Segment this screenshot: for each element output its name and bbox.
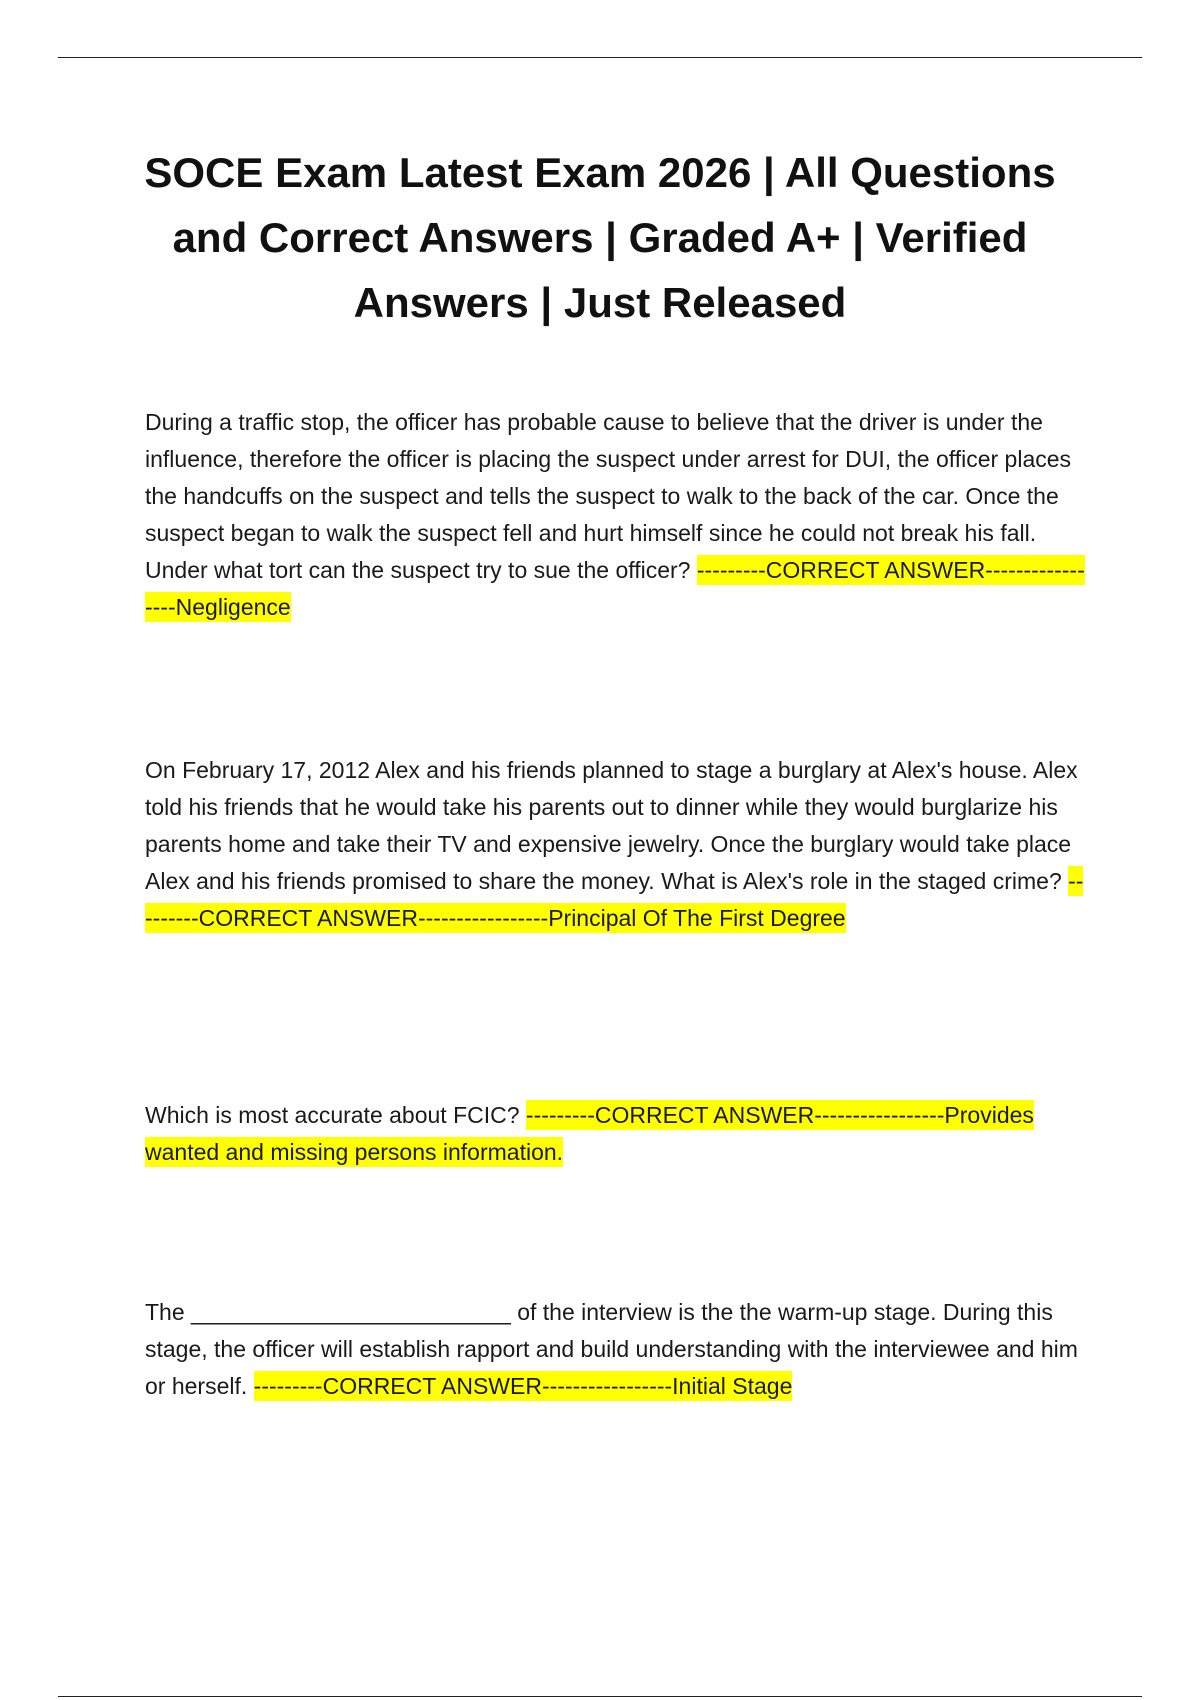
document-title: SOCE Exam Latest Exam 2026 | All Questions and Correct Answers | Graded A+ | Verified Answers | Just Released (144, 149, 1056, 326)
question-text: The _________________________ of the interview is the the warm-up stage. During this stage, the officer will establish rapport and build understanding with the interviewee and him or herself. (145, 1299, 1078, 1399)
qa-item (145, 1097, 1090, 1171)
qa-item (145, 404, 1090, 626)
question-text: On February 17, 2012 Alex and his friends planned to stage a burglary at Alex's house. Alex told his friends that he would take his parents out to dinner while they would burglarize his parents home and take their TV and expensive jewelry. Once the burglary would take place Alex and his friends promised to share the money. What is Alex's role in the staged crime? (145, 757, 1078, 894)
answer-highlight: ---------CORRECT ANSWER-----------------Principal Of The First Degree (145, 868, 1084, 931)
qa-item (145, 1294, 1090, 1405)
question-text: During a traffic stop, the officer has probable cause to believe that the driver is under the influence, therefore the officer is placing the suspect under arrest for DUI, the officer places the handcuffs on the suspect and tells the suspect to walk to the back of the car. Once the suspect began to walk the suspect fell and hurt himself since he could not break his fall. Under what tort can the suspect try to sue the officer? (145, 409, 1072, 583)
answer-highlight: ---------CORRECT ANSWER-----------------Negligence (145, 557, 1085, 620)
top-rule (58, 57, 1142, 58)
qa-item (145, 752, 1090, 937)
answer-highlight: ---------CORRECT ANSWER-----------------Provides wanted and missing persons information. (145, 1102, 1034, 1165)
answer-highlight: ---------CORRECT ANSWER-----------------Initial Stage (253, 1373, 793, 1399)
bottom-rule (58, 1696, 1142, 1697)
question-text: Which is most accurate about FCIC? (145, 1102, 520, 1128)
